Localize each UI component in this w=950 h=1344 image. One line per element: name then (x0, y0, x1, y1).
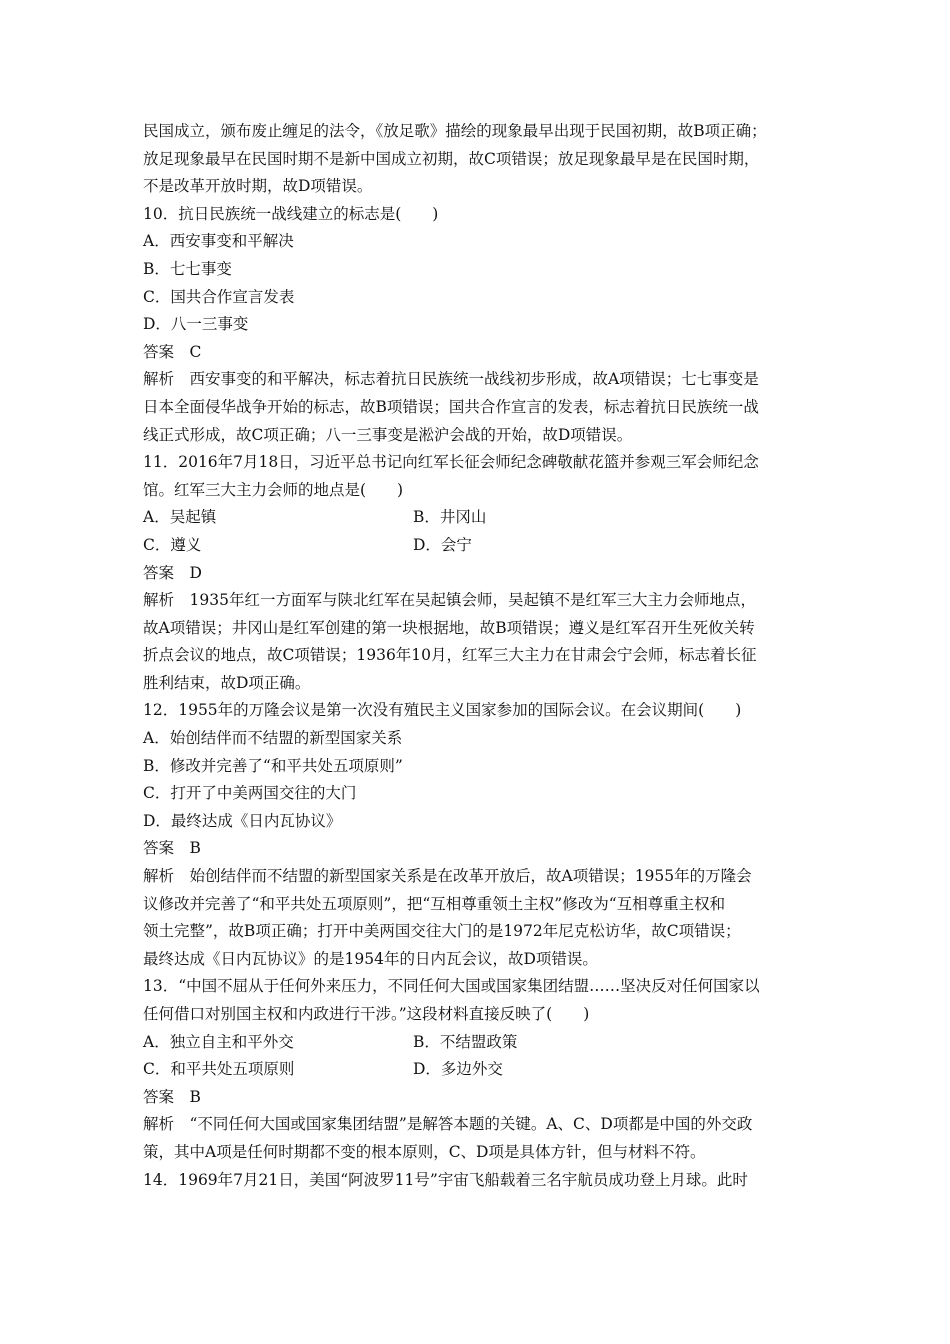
option-a: A．西安事变和平解决 (143, 232, 294, 251)
explanation-line: 最终达成《日内瓦协议》的是1954年的日内瓦会议，故D项错误。 (143, 949, 598, 968)
option-c: C．和平共处五项原则 (143, 1060, 295, 1079)
question-11 (143, 449, 823, 697)
question-stem: 11．2016年7月18日，习近平总书记向红军长征会师纪念碑敬献花篮并参观三军会师纪念 (143, 453, 759, 472)
page-content (143, 118, 823, 1194)
option-b: B．修改并完善了“和平共处五项原则” (143, 756, 403, 775)
answer: 答案 C (143, 342, 202, 361)
option-a: A．始创结伴而不结盟的新型国家关系 (143, 729, 403, 748)
option-row (143, 1056, 823, 1084)
question-stem: 馆。红军三大主力会师的地点是( ) (143, 480, 404, 499)
explanation-line: 故A项错误；井冈山是红军创建的第一块根据地，故B项错误；遵义是红军召开生死攸关转 (143, 618, 755, 637)
option-c: C．国共合作宣言发表 (143, 287, 295, 306)
option-d: D．八一三事变 (143, 315, 249, 334)
option-row (143, 532, 823, 560)
question-stem: 14．1969年7月21日，美国“阿波罗11号”宇宙飞船载着三名宇航员成功登上月球。此时 (143, 1170, 748, 1189)
option-row (143, 1029, 823, 1057)
answer: 答案 B (143, 1087, 201, 1106)
option-b: B．井冈山 (413, 508, 487, 527)
text-line: 不是改革开放时期，故D项错误。 (143, 177, 373, 196)
explanation-line: 日本全面侵华战争开始的标志，故B项错误；国共合作宣言的发表，标志着抗日民族统一战 (143, 397, 759, 416)
question-10 (143, 201, 823, 449)
option-b: B．七七事变 (143, 259, 232, 278)
question-13 (143, 973, 823, 1166)
question-12 (143, 697, 823, 973)
question-stem: 任何借口对别国主权和内政进行干涉。”这段材料直接反映了( ) (143, 1005, 590, 1023)
text-line: 放足现象最早在民国时期不是新中国成立初期，故C项错误；放足现象最早是在民国时期， (143, 149, 760, 168)
option-b: B．不结盟政策 (413, 1032, 518, 1051)
explanation-line: 议修改并完善了“和平共处五项原则”，把“互相尊重领土主权”修改为“互相尊重主权和 (143, 894, 726, 913)
explanation-line: 解析 始创结伴而不结盟的新型国家关系是在改革开放后，故A项错误；1955年的万隆会 (143, 867, 752, 886)
explanation-line: 线正式形成，故C项正确；八一三事变是淞沪会战的开始，故D项错误。 (143, 425, 633, 444)
option-a: A．吴起镇 (143, 508, 217, 527)
explanation-line: 领土完整”，故B项正确；打开中美两国交往大门的是1972年尼克松访华，故C项错误； (143, 922, 741, 941)
explanation-line: 策，其中A项是任何时期都不变的根本原则，C、D项是具体方针，但与材料不符。 (143, 1142, 706, 1161)
question-14 (143, 1167, 823, 1195)
question-stem: 10．抗日民族统一战线建立的标志是( ) (143, 204, 439, 223)
answer: 答案 B (143, 839, 201, 858)
explanation-line: 解析 西安事变的和平解决，标志着抗日民族统一战线初步形成，故A项错误；七七事变是 (143, 370, 759, 389)
option-a: A．独立自主和平外交 (143, 1032, 294, 1051)
q9-explanation-continuation (143, 118, 823, 201)
question-stem: 13．“中国不屈从于任何外来压力，不同任何大国或国家集团结盟……坚决反对任何国家以 (143, 977, 760, 996)
option-d: D．多边外交 (413, 1060, 503, 1079)
option-c: C．打开了中美两国交往的大门 (143, 784, 357, 803)
explanation-line: 解析 1935年红一方面军与陕北红军在吴起镇会师，吴起镇不是红军三大主力会师地点， (143, 591, 756, 610)
option-d: D．最终达成《日内瓦协议》 (143, 811, 342, 830)
answer: 答案 D (143, 563, 202, 582)
question-stem: 12．1955年的万隆会议是第一次没有殖民主义国家参加的国际会议。在会议期间( ) (143, 701, 742, 720)
option-c: C．遵义 (143, 535, 202, 554)
explanation-line: 解析 “不同任何大国或国家集团结盟”是解答本题的关键。A、C、D项都是中国的外交政 (143, 1115, 753, 1134)
option-d: D．会宁 (413, 535, 472, 554)
explanation-line: 折点会议的地点，故C项错误；1936年10月，红军三大主力在甘肃会宁会师，标志着长征 (143, 646, 757, 665)
option-row (143, 504, 823, 532)
text-line: 民国成立，颁布废止缠足的法令，《放足歌》描绘的现象最早出现于民国初期，故B项正确； (143, 122, 767, 140)
explanation-line: 胜利结束，故D项正确。 (143, 673, 311, 692)
